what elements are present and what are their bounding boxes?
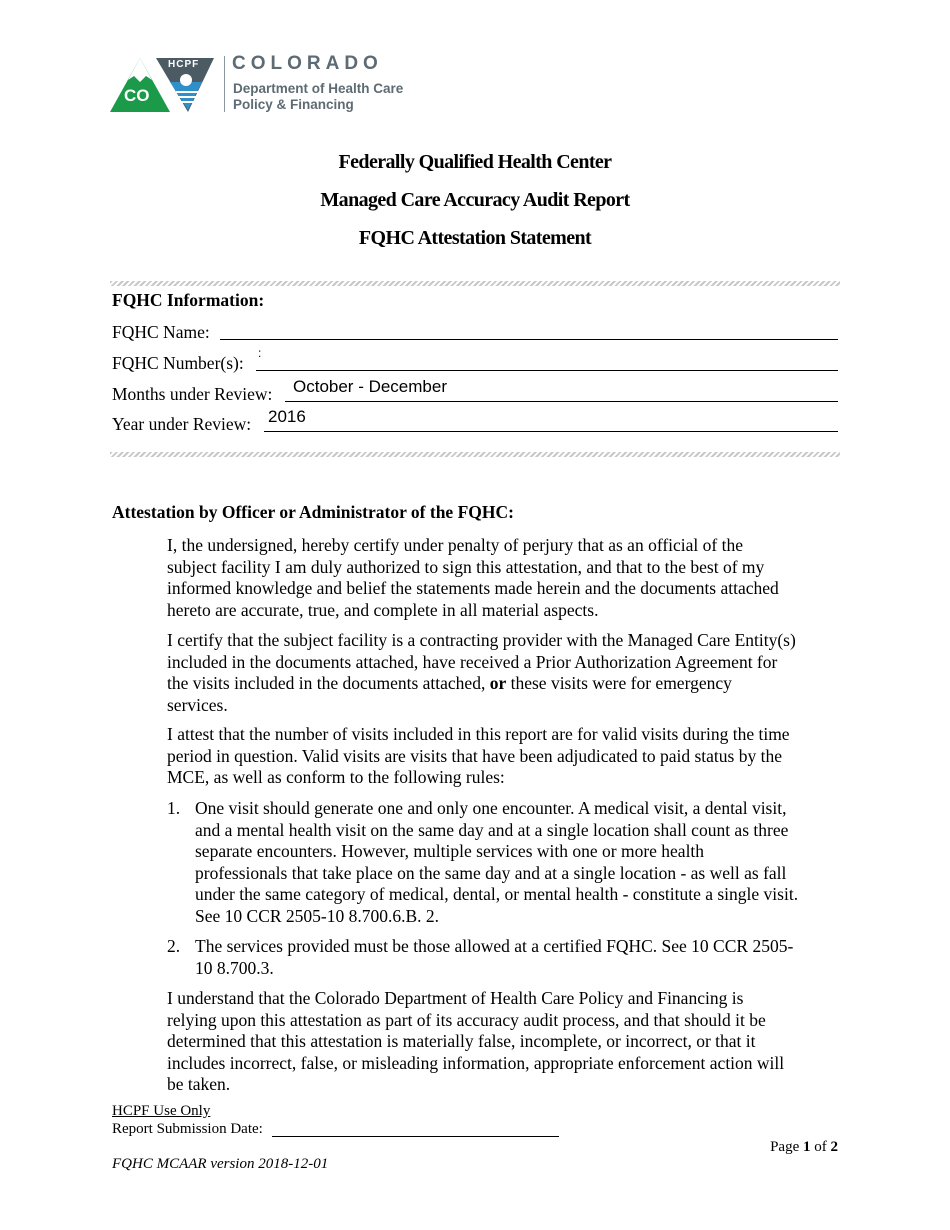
- text-line: One visit should generate one and only one encounter. A medical visit, a dental visit,: [195, 798, 787, 818]
- page-indicator: [770, 1139, 838, 1156]
- months-value: October - December: [293, 377, 447, 396]
- rule-1-text: [195, 798, 845, 928]
- year-value: 2016: [268, 407, 306, 426]
- text-line: I attest that the number of visits included in this report are for valid visits during the time: [167, 724, 790, 744]
- text-line: and a mental health visit on the same day and at a single location shall count as three: [195, 819, 789, 840]
- fqhc-number-label: FQHC Number(s):: [112, 353, 244, 373]
- text-line: MCE, as well as conform to the following rules:: [167, 767, 505, 788]
- text-line: determined that this attestation is materially false, incomplete, or incorrect, or that it: [167, 1031, 756, 1052]
- logo-wordmark: COLORADO: [232, 53, 383, 74]
- text-line: subject facility I am duly authorized to sign this attestation, and that to the best of my: [167, 556, 765, 577]
- attestation-paragraph-2: [167, 630, 847, 716]
- page-word: Page: [770, 1139, 800, 1155]
- attestation-paragraph-4: [167, 988, 847, 1096]
- text-line: I, the undersigned, hereby certify under penalty of perjury that as an official of the: [167, 535, 743, 555]
- text-line: See 10 CCR 2505-10 8.700.6.B. 2.: [195, 905, 440, 926]
- text-span: the visits included in the documents attached,: [167, 673, 486, 694]
- logo-co-mark: CO: [124, 86, 150, 105]
- page-total: 2: [830, 1139, 838, 1155]
- text-line: The services provided must be those allowed at a certified FQHC. See 10 CCR 2505-: [195, 936, 794, 956]
- rule-1-number: 1.: [167, 798, 181, 818]
- fqhc-name-field[interactable]: [220, 339, 838, 340]
- text-line: under the same category of medical, dental, or mental health - constitute a single visit.: [195, 884, 799, 905]
- text-line: I certify that the subject facility is a contracting provider with the Managed Care Entity(s): [167, 630, 796, 650]
- text-line: separate encounters. However, multiple services with one or more health: [195, 841, 705, 862]
- fqhc-number-value: :: [258, 346, 262, 360]
- attestation-heading: Attestation by Officer or Administrator of the FQHC:: [112, 502, 514, 522]
- year-field[interactable]: [264, 407, 838, 432]
- text-line: be taken.: [167, 1074, 231, 1095]
- page-current: 1: [803, 1139, 811, 1155]
- submission-date-label: Report Submission Date:: [112, 1121, 263, 1137]
- text-line: informed knowledge and belief the statements made herein and the documents attached: [167, 578, 779, 599]
- logo-department-line: Department of Health Care: [233, 81, 404, 96]
- version-label: FQHC MCAAR version 2018-12-01: [112, 1156, 329, 1172]
- title-line-1: Federally Qualified Health Center: [338, 151, 612, 173]
- text-line: period in question. Valid visits are visits that have been adjudicated to paid status by the: [167, 745, 782, 766]
- rule-2-text: [195, 936, 845, 979]
- text-line: hereto are accurate, true, and complete in all material aspects.: [167, 599, 599, 620]
- attestation-paragraph-1: [167, 535, 847, 621]
- rule-2-number: 2.: [167, 936, 181, 956]
- text-line: includes incorrect, false, or misleading information, appropriate enforcement action will: [167, 1052, 785, 1073]
- submission-date-field[interactable]: [272, 1136, 559, 1137]
- text-line: I understand that the Colorado Department of Health Care Policy and Financing is: [167, 988, 744, 1008]
- text-line: relying upon this attestation as part of its accuracy audit process, and that should it be: [167, 1009, 766, 1030]
- emphasis-or: or: [489, 673, 507, 694]
- months-label: Months under Review:: [112, 384, 273, 404]
- hcpf-use-only-label: HCPF Use Only: [112, 1103, 211, 1119]
- text-line: professionals that take place on the same day and at a single location - as well as fall: [195, 862, 787, 883]
- logo-hcpf-badge: HCPF: [168, 59, 200, 70]
- year-label: Year under Review:: [112, 414, 252, 434]
- page-of: of: [814, 1139, 827, 1155]
- fqhc-number-field[interactable]: [256, 346, 838, 371]
- attestation-paragraph-3: [167, 724, 847, 789]
- logo-divider: [224, 56, 225, 112]
- fqhc-name-label: FQHC Name:: [112, 322, 210, 342]
- logo-policy-line: Policy & Financing: [233, 97, 354, 112]
- months-field[interactable]: [285, 377, 838, 402]
- title-line-2: Managed Care Accuracy Audit Report: [320, 189, 630, 211]
- text-line: services.: [167, 694, 228, 715]
- section-divider-top: [110, 281, 840, 286]
- section-divider-bottom: [110, 452, 840, 457]
- text-line: 10 8.700.3.: [195, 957, 274, 978]
- text-line: included in the documents attached, have received a Prior Authorization Agreement for: [167, 651, 778, 672]
- text-line: [167, 673, 847, 695]
- title-line-3: FQHC Attestation Statement: [358, 227, 592, 249]
- text-span: these visits were for emergency: [510, 673, 732, 694]
- fqhc-info-heading: FQHC Information:: [112, 290, 265, 310]
